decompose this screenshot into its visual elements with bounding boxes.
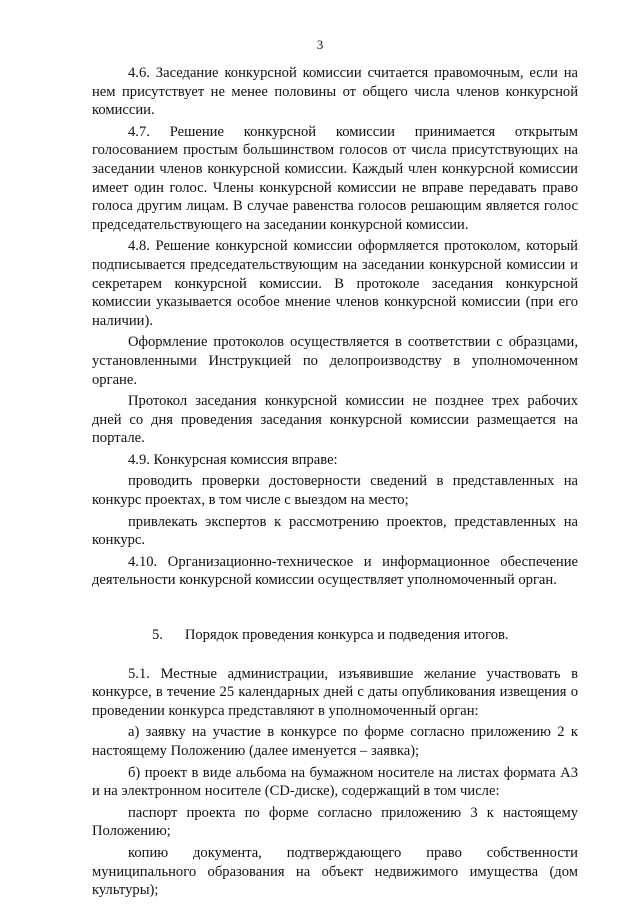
paragraph-4-10: 4.10. Организационно-техническое и информационное обеспечение деятельности конкурсной комиссии осуществляет уполномоченный орган. [92, 553, 578, 589]
paragraph-5-1: 5.1. Местные администрации, изъявившие желание участвовать в конкурсе, в течение 25 календарных дней с даты опубликования извещения о проведении конкурса представляют в уполномоченный орган: [92, 665, 578, 719]
paragraph-4-9: 4.9. Конкурсная комиссия вправе: [128, 451, 338, 468]
paragraph-verification: проводить проверки достоверности сведений в представленных на конкурс проектах, в том числе с выездом на место; [92, 473, 578, 509]
paragraph-experts: привлекать экспертов к рассмотрению проектов, представленных на конкурс. [92, 513, 578, 549]
page-number: 3 [316, 37, 324, 52]
paragraph-4-6: 4.6. Заседание конкурсной комиссии считается правомочным, если на нем присутствует не менее половины от общего числа членов конкурсной комиссии. [92, 65, 578, 119]
paragraph-5-1-b: б) проект в виде альбома на бумажном носителе на листах формата А3 и на электронном носителе (CD-диске), содержащий в том числе: [92, 764, 578, 800]
paragraph-4-8: 4.8. Решение конкурсной комиссии оформляется протоколом, который подписывается председательствующим на заседании конкурсной комиссии и секретарем конкурсной комиссии. В протоколе заседания конкурсной комиссии указывается особое мнение членов конкурсной комиссии (при его наличии). [92, 238, 578, 329]
paragraph-4-7: 4.7. Решение конкурсной комиссии принимается открытым голосованием простым большинством голосов от числа присутствующих на заседании членов конкурсной комиссии. Каждый член конкурсной комиссии имеет один голос. Члены конкурсной комиссии не вправе передавать право голоса другим лицам. В случае равенства голосов решающим является голос председательствующего на заседании конкурсной комиссии. [92, 123, 578, 233]
paragraph-protocol-publication: Протокол заседания конкурсной комиссии не позднее трех рабочих дней со дня проведения заседания конкурсной комиссии размещается на портале. [92, 393, 578, 447]
document-body [92, 64, 578, 903]
paragraph-5-1-a: а) заявку на участие в конкурсе по форме согласно приложению 2 к настоящему Положению (далее именуется – заявка); [92, 724, 578, 759]
paragraph-ownership-copy: копию документа, подтверждающего право собственности муниципального образования на объект недвижимого имущества (дом культуры); [92, 844, 578, 899]
section-heading-5: 5. Порядок проведения конкурса и подведения итогов. [152, 627, 509, 644]
paragraph-passport: паспорт проекта по форме согласно приложению 3 к настоящему Положению; [92, 804, 578, 840]
paragraph-protocol-format: Оформление протоколов осуществляется в соответствии с образцами, установленными Инструкцией по делопроизводству в уполномоченном органе. [92, 334, 578, 388]
